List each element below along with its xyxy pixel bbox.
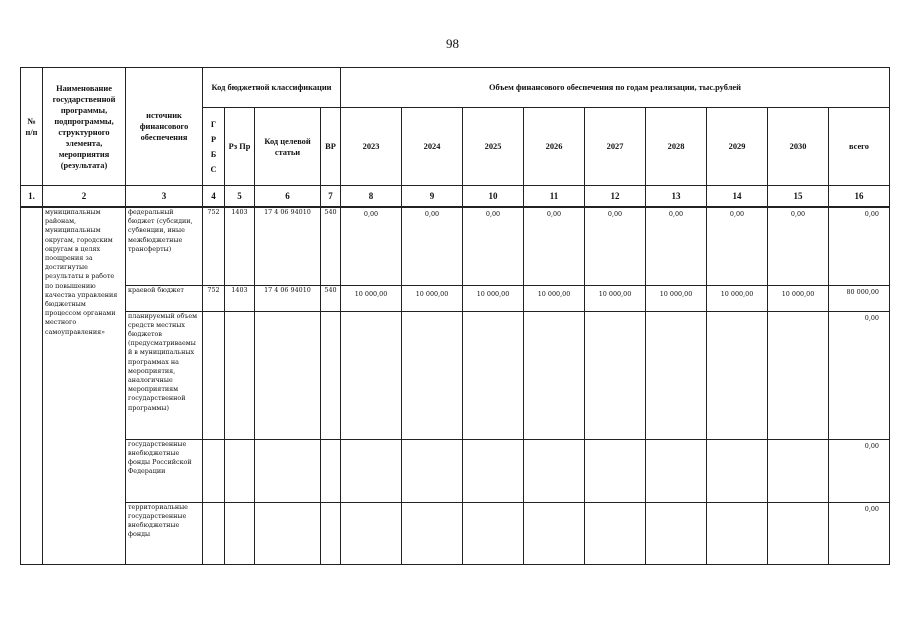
value-cell-2030: 10 000,00	[768, 285, 829, 311]
value-cell-2026	[524, 311, 585, 439]
value-cell-2028: 10 000,00	[646, 285, 707, 311]
header-grbs-text: Г Р Б С	[210, 119, 217, 174]
source-cell: федеральный бюджет (субсидии, субвенции, иные межбюджетные трансферты)	[126, 207, 203, 285]
value-cell-2029	[707, 502, 768, 564]
value-cell-2030	[768, 311, 829, 439]
column-number: 12	[585, 186, 646, 208]
column-number: 13	[646, 186, 707, 208]
vr-cell: 540	[321, 207, 341, 285]
value-cell-2024	[402, 439, 463, 502]
column-number: 7	[321, 186, 341, 208]
vr-cell	[321, 502, 341, 564]
header-name: Наименование государственной программы, подпрограммы, структурного элемента, мероприятия (результата)	[43, 68, 126, 186]
value-cell-2027: 0,00	[585, 207, 646, 285]
column-number: 9	[402, 186, 463, 208]
header-target: Код целевой статьи	[255, 108, 321, 186]
column-number: 10	[463, 186, 524, 208]
total-cell: 0,00	[829, 207, 890, 285]
value-cell-2023	[341, 439, 402, 502]
grbs-cell	[203, 311, 225, 439]
row-number-cell	[21, 207, 43, 564]
value-cell-2027: 10 000,00	[585, 285, 646, 311]
measure-name-cell: муниципальным районам, муниципальным округам, городским округам в целях поощрения за достигнутые результаты в работе по повышению качества управления бюджетным процессом органами местного самоуправления»	[43, 207, 126, 564]
vr-cell	[321, 439, 341, 502]
value-cell-2027	[585, 439, 646, 502]
header-year-2024: 2024	[402, 108, 463, 186]
value-cell-2030	[768, 502, 829, 564]
value-cell-2024	[402, 502, 463, 564]
header-year-2027: 2027	[585, 108, 646, 186]
value-cell-2025: 0,00	[463, 207, 524, 285]
header-year-2029: 2029	[707, 108, 768, 186]
vr-cell	[321, 311, 341, 439]
source-cell: территориальные государственные внебюджетные фонды	[126, 502, 203, 564]
grbs-cell	[203, 439, 225, 502]
value-cell-2025	[463, 502, 524, 564]
value-cell-2029: 10 000,00	[707, 285, 768, 311]
header-budget-code: Код бюджетной классификации	[203, 68, 341, 108]
grbs-cell	[203, 502, 225, 564]
header-source: источник финансового обеспечения	[126, 68, 203, 186]
value-cell-2025: 10 000,00	[463, 285, 524, 311]
value-cell-2024	[402, 311, 463, 439]
value-cell-2028: 0,00	[646, 207, 707, 285]
header-grbs	[203, 108, 225, 186]
header-total: всего	[829, 108, 890, 186]
page-number: 98	[446, 36, 459, 51]
target-cell	[255, 439, 321, 502]
value-cell-2025	[463, 311, 524, 439]
value-cell-2029	[707, 311, 768, 439]
value-cell-2029: 0,00	[707, 207, 768, 285]
header-num: № п/п	[21, 68, 43, 186]
value-cell-2027	[585, 502, 646, 564]
source-cell: краевой бюджет	[126, 285, 203, 311]
target-cell: 17 4 06 94010	[255, 285, 321, 311]
header-vr: ВР	[321, 108, 341, 186]
value-cell-2024: 10 000,00	[402, 285, 463, 311]
total-cell: 80 000,00	[829, 285, 890, 311]
funding-table	[20, 67, 890, 565]
value-cell-2028	[646, 311, 707, 439]
value-cell-2030: 0,00	[768, 207, 829, 285]
value-cell-2023	[341, 311, 402, 439]
grbs-cell: 752	[203, 207, 225, 285]
value-cell-2026	[524, 502, 585, 564]
source-cell: планируемый объем средств местных бюджетов (предусматриваемы й в муниципальных программах на мероприятия, аналогичные мероприятиям государственной программы)	[126, 311, 203, 439]
total-cell: 0,00	[829, 311, 890, 439]
header-rzpr: Рз Пр	[225, 108, 255, 186]
header-year-2028: 2028	[646, 108, 707, 186]
column-number: 5	[225, 186, 255, 208]
column-number: 4	[203, 186, 225, 208]
column-number: 6	[255, 186, 321, 208]
header-year-2025: 2025	[463, 108, 524, 186]
target-cell	[255, 502, 321, 564]
column-number: 15	[768, 186, 829, 208]
target-cell	[255, 311, 321, 439]
header-year-2026: 2026	[524, 108, 585, 186]
table-row	[21, 285, 890, 311]
value-cell-2026	[524, 439, 585, 502]
source-cell: государственные внебюджетные фонды Российской Федерации	[126, 439, 203, 502]
total-cell: 0,00	[829, 439, 890, 502]
value-cell-2027	[585, 311, 646, 439]
header-year-2030: 2030	[768, 108, 829, 186]
table-row	[21, 439, 890, 502]
value-cell-2024: 0,00	[402, 207, 463, 285]
value-cell-2026: 10 000,00	[524, 285, 585, 311]
table-row	[21, 311, 890, 439]
target-cell: 17 4 06 94010	[255, 207, 321, 285]
grbs-cell: 752	[203, 285, 225, 311]
column-number: 3	[126, 186, 203, 208]
rzpr-cell: 1403	[225, 285, 255, 311]
value-cell-2028	[646, 439, 707, 502]
total-cell: 0,00	[829, 502, 890, 564]
table-row	[21, 207, 890, 285]
column-number: 8	[341, 186, 402, 208]
value-cell-2023: 10 000,00	[341, 285, 402, 311]
value-cell-2025	[463, 439, 524, 502]
value-cell-2023	[341, 502, 402, 564]
value-cell-2026: 0,00	[524, 207, 585, 285]
header-funding: Объем финансового обеспечения по годам реализации, тыс.рублей	[341, 68, 890, 108]
rzpr-cell	[225, 502, 255, 564]
value-cell-2023: 0,00	[341, 207, 402, 285]
column-number: 11	[524, 186, 585, 208]
rzpr-cell: 1403	[225, 207, 255, 285]
table-row	[21, 502, 890, 564]
column-number: 16	[829, 186, 890, 208]
rzpr-cell	[225, 439, 255, 502]
value-cell-2029	[707, 439, 768, 502]
column-number: 1.	[21, 186, 43, 208]
column-number: 2	[43, 186, 126, 208]
vr-cell: 540	[321, 285, 341, 311]
rzpr-cell	[225, 311, 255, 439]
header-year-2023: 2023	[341, 108, 402, 186]
value-cell-2030	[768, 439, 829, 502]
column-number: 14	[707, 186, 768, 208]
value-cell-2028	[646, 502, 707, 564]
